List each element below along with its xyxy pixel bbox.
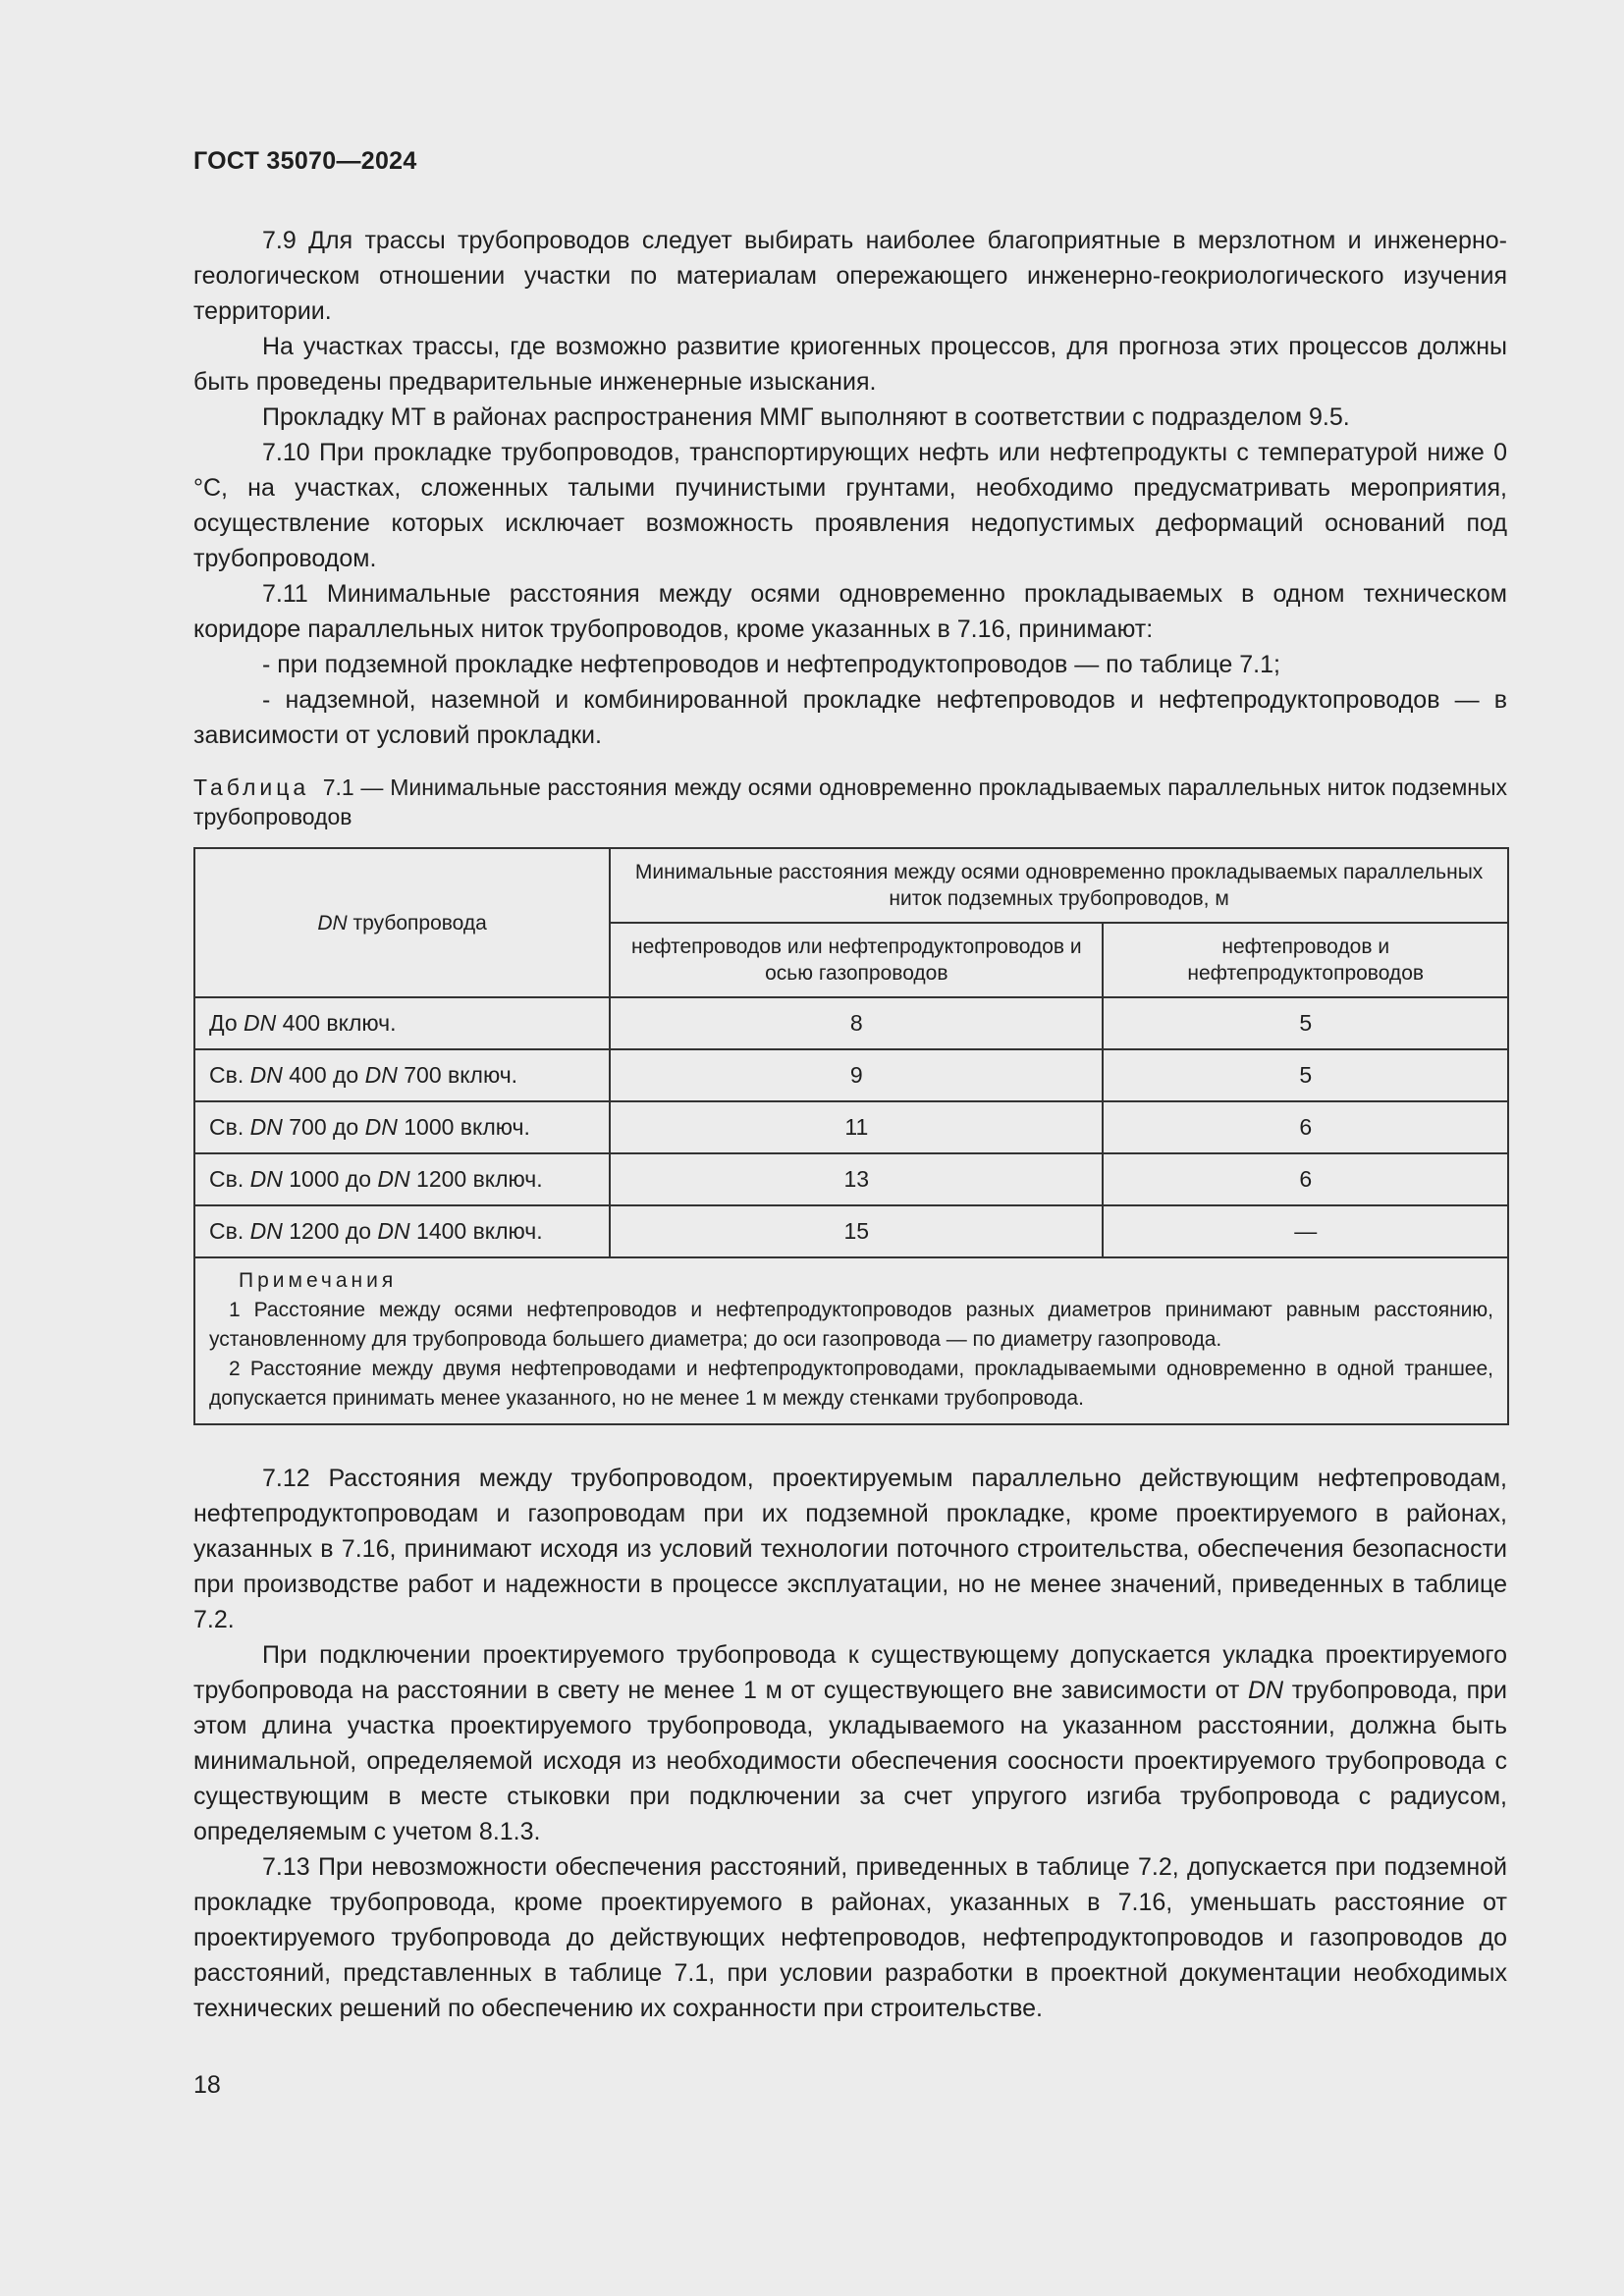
- row-label: Св. DN 400 до DN 700 включ.: [194, 1049, 610, 1101]
- list-item-aboveground: - надземной, наземной и комбинированной прокладке нефтепроводов и нефтепродуктопроводов — в зависимости от условий прокладки.: [193, 686, 1507, 749]
- page-number: 18: [193, 2071, 221, 2099]
- header-oil-gas-axis: нефтепроводов или нефтепродуктопроводов и осью газопроводов: [610, 923, 1103, 997]
- value-oil-gas: 13: [610, 1153, 1103, 1205]
- row-label: Св. DN 700 до DN 1000 включ.: [194, 1101, 610, 1153]
- paragraph-7-10: 7.10 При прокладке трубопроводов, транспортирующих нефть или нефтепродукты с температурой ниже 0 °С, на участках, сложенных талыми пучинистыми грунтами, необходимо предусматривать мероприятия, осуществление которых исключает возможность проявления недопустимых деформаций оснований под трубопроводом.: [193, 439, 1507, 572]
- header-dn-pipeline: [194, 848, 610, 997]
- paragraph-7-9: 7.9 Для трассы трубопроводов следует выбирать наиболее благоприятные в мерзлотном и инженерно-геологическом отношении участки по материалам опережающего инженерно-геокриологического изучения территории.: [193, 227, 1507, 325]
- table-notes: [194, 1257, 1508, 1424]
- value-oil-products: —: [1103, 1205, 1508, 1257]
- paragraph-7-11: 7.11 Минимальные расстояния между осями одновременно прокладываемых в одном техническом коридоре параллельных ниток трубопроводов, кроме указанных в 7.16, принимают:: [193, 580, 1507, 643]
- table-row: [194, 1049, 1508, 1101]
- value-oil-products: 5: [1103, 997, 1508, 1049]
- paragraph-7-12: 7.12 Расстояния между трубопроводом, проектируемым параллельно действующим нефтепроводам, нефтепродуктопроводам и газопроводам при их подземной прокладке, кроме проектируемого в районах, указанных в 7.16, принимают исходя из условий технологии поточного строительства, обеспечения безопасности при производстве работ и надежности в процессе эксплуатации, но не менее значений, приведенных в таблице 7.2.: [193, 1465, 1507, 1633]
- table-row: [194, 1205, 1508, 1257]
- document-code-header: ГОСТ 35070—2024: [193, 147, 417, 175]
- document-body: [193, 223, 1507, 2026]
- row-label: Св. DN 1000 до DN 1200 включ.: [194, 1153, 610, 1205]
- value-oil-gas: 15: [610, 1205, 1103, 1257]
- notes-title: Примечания: [239, 1269, 398, 1292]
- note-1: 1 Расстояние между осями нефтепроводов и нефтепродуктопроводов разных диаметров принимают равным расстоянию, установленному для трубопровода большего диаметра; до оси газопровода — по диаметру газопровода.: [209, 1299, 1493, 1351]
- row-label: До DN 400 включ.: [194, 997, 610, 1049]
- list-item-underground: - при подземной прокладке нефтепроводов и нефтепродуктопроводов — по таблице 7.1;: [262, 651, 1280, 678]
- dn-italic: DN: [1248, 1677, 1284, 1704]
- value-oil-products: 6: [1103, 1153, 1508, 1205]
- table-row: [194, 1153, 1508, 1205]
- paragraph-connection: При подключении проектируемого трубопровода к существующему допускается укладка проектируемого трубопровода на расстоянии в свету не менее 1 м от существующего вне зависимости от DN трубопровода, при этом длина участка проектируемого трубопровода, укладываемого на указанном расстоянии, должна быть минимальной, определяемой исходя из необходимости обеспечения соосности проектируемого трубопровода с существующим в месте стыковки при подключении за счет упругого изгиба трубопровода с радиусом, определяемым с учетом 8.1.3.: [193, 1641, 1507, 1845]
- paragraph-cryogenic: На участках трассы, где возможно развитие криогенных процессов, для прогноза этих процессов должны быть проведены предварительные инженерные изыскания.: [193, 333, 1507, 396]
- value-oil-products: 5: [1103, 1049, 1508, 1101]
- paragraph-mmg: Прокладку МТ в районах распространения ММГ выполняют в соответствии с подразделом 9.5.: [262, 403, 1350, 431]
- header-oil-products: нефтепроводов и нефтепродуктопроводов: [1103, 923, 1508, 997]
- table-row: [194, 1101, 1508, 1153]
- note-2: 2 Расстояние между двумя нефтепроводами и нефтепродуктопроводами, прокладываемыми одновременно в одной траншее, допускается принимать менее указанного, но не менее 1 м между стенками трубопровода.: [209, 1358, 1493, 1410]
- header-dn-italic: DN: [317, 911, 348, 934]
- header-min-distances: Минимальные расстояния между осями одновременно прокладываемых параллельных ниток подземных трубопроводов, м: [610, 848, 1508, 923]
- row-label: Св. DN 1200 до DN 1400 включ.: [194, 1205, 610, 1257]
- table-caption: [193, 773, 1507, 831]
- value-oil-gas: 9: [610, 1049, 1103, 1101]
- value-oil-gas: 8: [610, 997, 1103, 1049]
- header-dn-rest: трубопровода: [347, 911, 487, 934]
- paragraph-7-13: 7.13 При невозможности обеспечения расстояний, приведенных в таблице 7.2, допускается при подземной прокладке трубопровода, кроме проектируемого в районах, указанных в 7.16, уменьшать расстояние от проектируемого трубопровода до действующих нефтепроводов, нефтепродуктопроводов и газопроводов до расстояний, представленных в таблице 7.1, при условии разработки в проектной документации необходимых технических решений по обеспечению их сохранности при строительстве.: [193, 1853, 1507, 2022]
- table-caption-text: 7.1 — Минимальные расстояния между осями одновременно прокладываемых параллельных ниток подземных трубопроводов: [193, 774, 1507, 829]
- table-caption-label: Таблица: [193, 774, 310, 800]
- distance-table: [193, 847, 1509, 1425]
- value-oil-products: 6: [1103, 1101, 1508, 1153]
- value-oil-gas: 11: [610, 1101, 1103, 1153]
- table-row: [194, 997, 1508, 1049]
